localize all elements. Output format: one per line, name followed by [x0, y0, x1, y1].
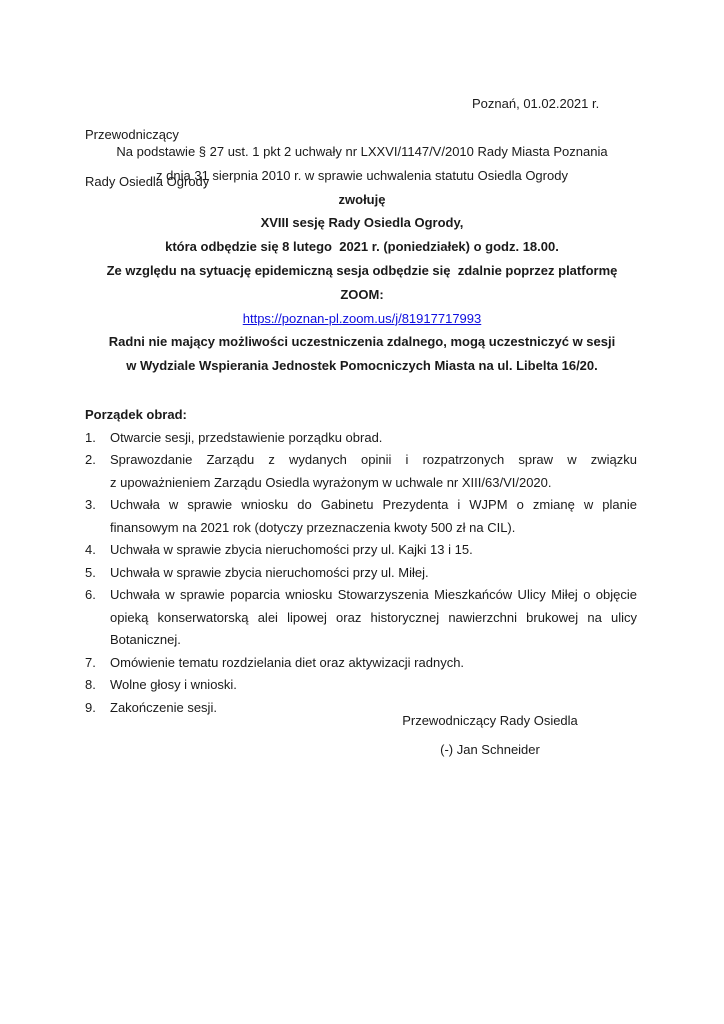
agenda-item-text: Wolne głosy i wnioski.	[110, 677, 237, 692]
in-person-notice-line-1: Radni nie mający możliwości uczestniczenia zdalnego, mogą uczestniczyć w sesji	[108, 334, 616, 350]
agenda-item-text: Zakończenie sesji.	[110, 699, 217, 715]
agenda-item-1	[85, 427, 637, 450]
agenda-item-text: Sprawozdanie Zarządu z wydanych opinii i rozpatrzonych spraw w związku	[110, 452, 637, 467]
agenda-item-number: 5.	[85, 564, 96, 580]
place-and-date: Poznań, 01.02.2021 r.	[472, 96, 600, 111]
sender-line-2: Rady Osiedla Ogrody	[85, 173, 210, 189]
agenda-item-text: finansowym na 2021 rok (dotyczy przeznaczenia kwoty 500 zł na CIL).	[110, 519, 516, 535]
agenda-item-number: 3.	[85, 497, 96, 512]
agenda-item-text: Omówienie tematu rozdzielania diet oraz aktywizacji radnych.	[110, 654, 465, 670]
agenda-heading: Porządek obrad:	[85, 407, 187, 422]
agenda-item-number: 2.	[85, 452, 96, 467]
zoom-link-line	[0, 307, 724, 331]
agenda-item-4	[85, 539, 637, 562]
legal-basis-line-2: z dnia 31 sierpnia 2010 r. w sprawie uchwalenia statutu Osiedla Ogrody	[156, 167, 568, 183]
agenda-item-number: 6.	[85, 587, 96, 602]
signature-role: Przewodniczący Rady Osiedla	[402, 713, 578, 728]
agenda-item-number: 1.	[85, 429, 96, 445]
agenda-item-8	[85, 674, 637, 697]
agenda-item-text: z upoważnieniem Zarządu Osiedla wyrażonym w uchwale nr XIII/63/VI/2020.	[110, 474, 552, 490]
agenda-item-text: Uchwała w sprawie zbycia nieruchomości przy ul. Kajki 13 i 15.	[110, 542, 473, 557]
agenda-item-text: Uchwała w sprawie zbycia nieruchomości przy ul. Miłej.	[110, 564, 429, 580]
agenda-section	[85, 404, 637, 719]
agenda-item-3	[85, 494, 637, 539]
agenda-item-text: Uchwała w sprawie wniosku do Gabinetu Prezydenta i WJPM o zmianę w planie	[110, 497, 637, 512]
agenda-item-number: 9.	[85, 699, 96, 715]
agenda-item-number: 7.	[85, 654, 96, 670]
legal-basis-line-1: Na podstawie § 27 ust. 1 pkt 2 uchwały nr LXXVI/1147/V/2010 Rady Miasta Poznania	[116, 144, 608, 159]
convocation-block	[0, 140, 724, 378]
signature-block	[340, 710, 640, 761]
agenda-item-number: 4.	[85, 542, 96, 557]
agenda-item-text: Botanicznej.	[110, 632, 181, 647]
agenda-item-5	[85, 562, 637, 585]
convene-word: zwołuję	[338, 191, 386, 207]
sender-line-1: Przewodniczący	[85, 127, 179, 142]
session-title: XVIII sesję Rady Osiedla Ogrody,	[260, 215, 464, 231]
in-person-notice-line-2: w Wydziale Wspierania Jednostek Pomocniczych Miasta na ul. Libelta 16/20.	[126, 358, 598, 374]
agenda-item-text: opieką konserwatorską alei lipowej oraz historycznej nawierzchni brukowej na ulicy	[110, 609, 637, 625]
agenda-item-7	[85, 652, 637, 675]
zoom-meeting-link[interactable]: https://poznan-pl.zoom.us/j/81917717993	[242, 310, 482, 326]
agenda-item-text: Otwarcie sesji, przedstawienie porządku obrad.	[110, 429, 383, 445]
agenda-item-2	[85, 449, 637, 494]
agenda-item-number: 8.	[85, 677, 96, 692]
signature-name: (-) Jan Schneider	[440, 741, 540, 757]
platform-label: ZOOM:	[340, 286, 384, 302]
remote-notice: Ze względu na sytuację epidemiczną sesja odbędzie się zdalnie poprzez platformę	[106, 262, 618, 278]
agenda-item-text: Uchwała w sprawie poparcia wniosku Stowarzyszenia Mieszkańców Ulicy Miłej o objęcie	[110, 587, 637, 602]
session-datetime: która odbędzie się 8 lutego 2021 r. (poniedziałek) o godz. 18.00.	[165, 239, 559, 255]
agenda-item-6	[85, 584, 637, 652]
